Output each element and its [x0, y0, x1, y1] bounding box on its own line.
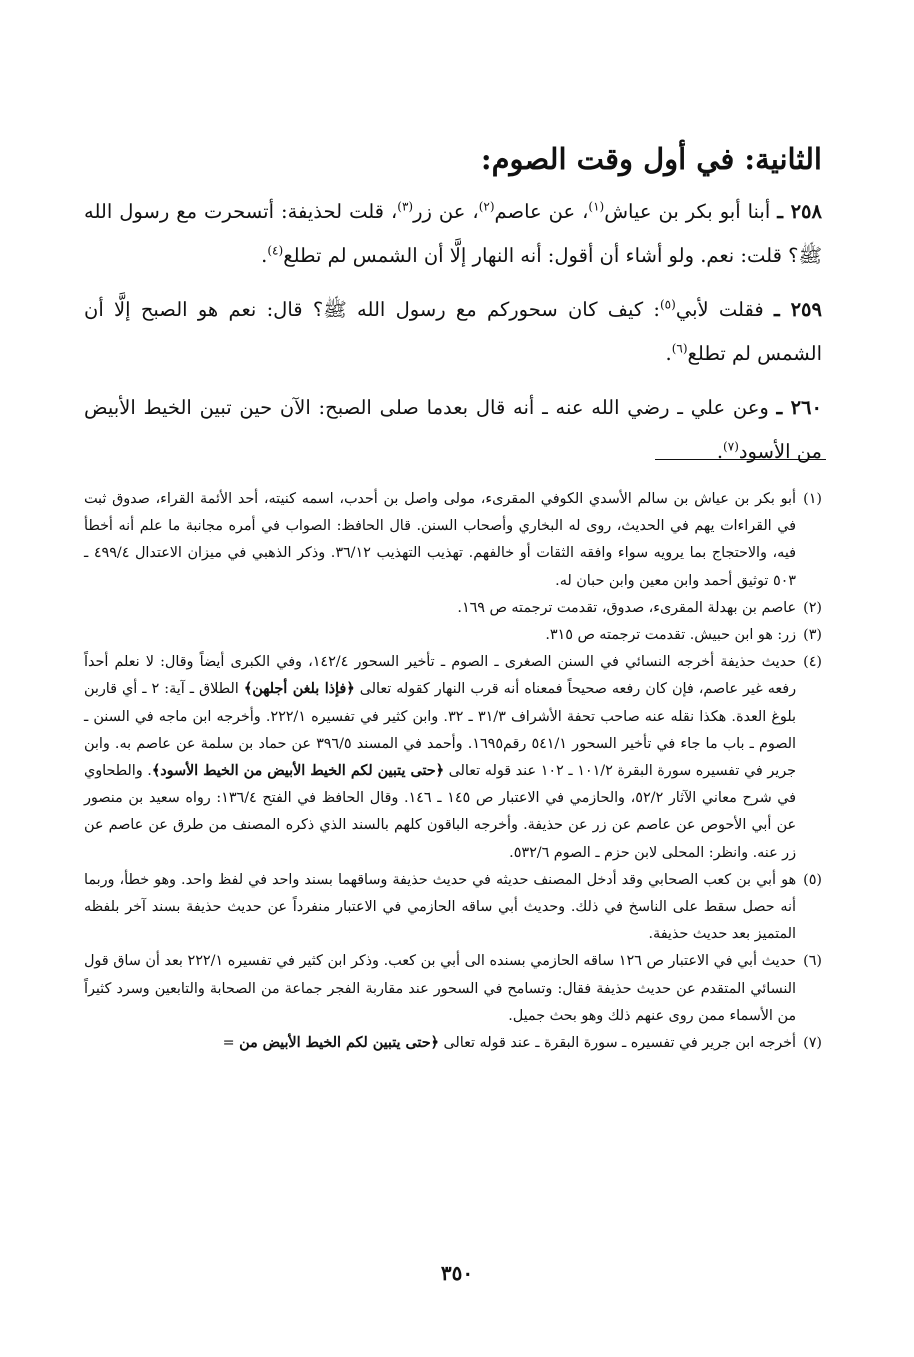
section-heading: الثانية: في أول وقت الصوم:: [480, 142, 822, 176]
footnote-text: [84, 1030, 796, 1057]
text-run: ، قلت لحذيفة: أتسحرت مع رسول الله ﷺ؟ قلت: نعم. ولو أشاء أن أقول: أنه النهار إلَّا أن الشمس لم تطلع: [84, 200, 822, 267]
footnote-text: [84, 486, 796, 595]
text-run: .: [261, 244, 268, 267]
main-text: [84, 190, 822, 484]
footnote-label: (٤): [803, 654, 822, 671]
text-run: أبو بكر بن عياش بن سالم الأسدي الكوفي المقرىء، مولى واصل بن أحدب، اسمه كنيته، أحد الأئمة القراء، صدوق ثبت في القراءات يهم في الحديث، روى له البخاري وأصحاب السنن. قال الحافظ: الصواب في أمره مجانبة ما علم أنه أخطأ فيه، والاحتجاج بما يرويه سواء وافقه الثقات أو خالفهم. تهذيب التهذيب ٣٦/١٢. وذكر الذهبي في ميزان الاعتدال ٤٩٩/٤ ـ ٥٠٣ توثيق أحمد وابن معين وابن حبان له.: [84, 491, 796, 589]
quran-quote: ﴿حتى يتبين لكم الخيط الأبيض من الخيط الأسود﴾: [151, 763, 444, 780]
text-run: .: [665, 342, 672, 365]
text-run: .: [716, 440, 724, 463]
footnote: [84, 595, 822, 622]
footnote: [84, 622, 822, 649]
footnote-label: (٢): [803, 599, 822, 616]
footnote: [84, 1030, 822, 1057]
footnote-text: [84, 595, 796, 622]
text-run: عاصم بن بهدلة المقرىء، صدوق، تقدمت ترجمته ص ١٦٩.: [457, 599, 796, 616]
hadith-paragraph: [84, 190, 822, 278]
footnote-ref[interactable]: (١): [588, 199, 605, 214]
footnote: [84, 948, 822, 1030]
text-run: ، عن زر: [413, 200, 479, 223]
footnote-label: (٣): [803, 627, 822, 644]
text-run: هو أبي بن كعب الصحابي وقد أدخل المصنف حديثه في حديث حذيفة وساقهما بسند واحد في لفظ واحد. وهو خطأ، وربما أنه حصل سقط على الناسخ في ذلك. وحديث أبي ساقه الحازمي في الاعتبار منفرداً عن حديث حذيفة بسند آخر بلفظه المتميز بعد حديث حذيفة.: [84, 871, 796, 943]
text-run: فقلت لأبي: [675, 298, 774, 321]
footnote-text: [84, 867, 796, 949]
footnote-label: (٥): [803, 871, 822, 888]
footnote: [84, 486, 822, 595]
footnote-text: [84, 649, 796, 867]
footnote-text: [84, 622, 796, 649]
quran-quote: ﴿حتى يتبين لكم الخيط الأبيض من: [239, 1035, 439, 1052]
text-run: حديث أبي في الاعتبار ص ١٢٦ ساقه الحازمي بسنده الى أبي بن كعب. وذكر ابن كثير في تفسيره ٢٢٢/١ بعد أن ساق قول النسائي المتقدم عن حديث حذيفة فقال: وتسامح في السحور عند مقاربة الفجر جماعة من الصحابة والتابعين وسرد كثيراً من الأسماء ممن روى عنهم ذلك وهو بحث جميل.: [84, 953, 796, 1024]
text-run: أبنا أبو بكر بن عياش: [604, 200, 778, 223]
footnote-label: (٦): [803, 953, 822, 970]
footnote-ref[interactable]: (٤): [267, 243, 284, 258]
page-number: ٣٥٠: [440, 1261, 474, 1285]
footnote-ref[interactable]: (٥): [659, 297, 676, 312]
footnote-text: [84, 948, 796, 1030]
footnote-ref[interactable]: (٦): [671, 341, 688, 356]
footnote: [84, 867, 822, 949]
text-run: : كيف كان سحوركم مع رسول الله ﷺ؟ قال: نعم هو الصبح إلَّا أن الشمس لم تطلع: [84, 298, 822, 365]
text-run: الطلاق ـ آية: ٢ ـ أي قاربن بلوغ العدة. هكذا نقله عنه صاحب تحفة الأشراف ٣١/٣ ـ ٣٢. وابن كثير في تفسيره ٢٢٢/١. وأخرجه ابن ماجه في السنن ـ الصوم ـ باب ما جاء في تأخير السحور ٥٤١/١ رقم١٦٩٥. وأحمد في المسند ٣٩٦/٥ عن حماد بن سلمة عن عاصم به. وابن جرير في تفسيره سورة البقرة ١٠١/٢ ـ ١٠٢ عند قوله تعالى: [84, 681, 797, 780]
footnote-ref[interactable]: (٢): [478, 199, 495, 214]
text-run: . والطحاوي في شرح معاني الآثار ٥٢/٢، والحازمي في الاعتبار ص ١٤٥ ـ ١٤٦. وقال الحافظ في الفتح ١٣٦/٤: رواه سعيد بن منصور عن أبي الأحوص عن عاصم عن زر عن حذيفة. وأخرجه الباقون كلهم بالسند الذي ذكره المصنف من طرق عن عاصم عن زر عنه. وانظر: المحلى لابن حزم ـ الصوم ٥٣٢/٦.: [84, 763, 797, 861]
footnote-label: (٧): [803, 1035, 822, 1052]
footnote-ref[interactable]: (٧): [723, 439, 739, 454]
footnote-divider: [655, 459, 826, 460]
text-run: وعن علي ـ رضي الله عنه ـ أنه قال بعدما صلى الصبح: الآن حين تبين الخيط الأبيض من الأسود: [84, 396, 822, 463]
text-run: زر: هو ابن حبيش. تقدمت ترجمته ص ٣١٥.: [545, 627, 796, 644]
text-run: ، عن عاصم: [494, 200, 589, 223]
text-run: =: [222, 1035, 240, 1052]
footnotes: [84, 486, 822, 1057]
hadith-number: ٢٥٩ ـ: [773, 298, 822, 321]
footnote-ref[interactable]: (٣): [397, 199, 414, 214]
footnote: [84, 649, 822, 867]
hadith-paragraph: [84, 386, 822, 474]
footnote-label: (١): [803, 491, 822, 507]
hadith-number: ٢٦٠ ـ: [776, 396, 822, 419]
text-run: أخرجه ابن جرير في تفسيره ـ سورة البقرة ـ عند قوله تعالى: [438, 1035, 796, 1052]
quran-quote: ﴿فإذا بلغن أجلهن﴾: [243, 681, 355, 698]
text-run: حديث حذيفة أخرجه النسائي في السنن الصغرى ـ الصوم ـ تأخير السحور ١٤٢/٤، وفي الكبرى أيضاً وقال: لا نعلم أحداً رفعه غير عاصم، فإن كان رفعه صحيحاً فمعناه أنه قرب النهار كقوله تعالى: [84, 654, 796, 698]
hadith-number: ٢٥٨ ـ: [777, 200, 822, 223]
hadith-paragraph: [84, 288, 822, 376]
